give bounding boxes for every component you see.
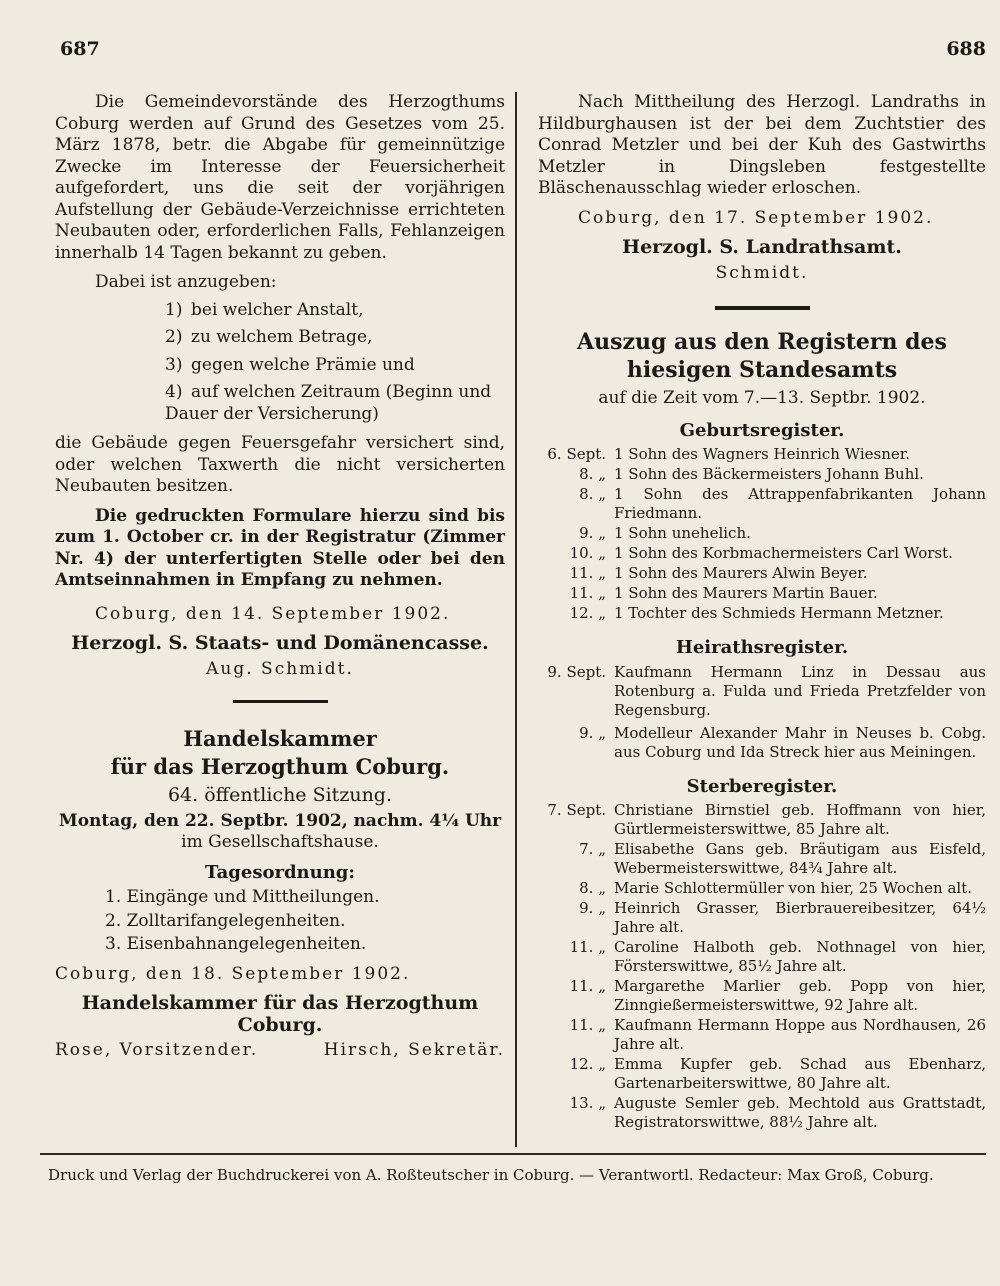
date-right: Coburg, den 17. September 1902.	[578, 207, 934, 228]
page-number-left: 687	[60, 38, 100, 60]
list-item: 8. „ 1 Sohn des Attrappenfabrikanten Johann Friedmann.	[579, 485, 986, 522]
notice-landrathsamt: Nach Mittheilung des Herzogl. Landraths in Hildburghausen ist der bei dem Zuchtstier des Conrad Metzler und bei der Kuh des Gastwirths Metzler in Dingsleben festgestellte Bläschenausschlag wieder erloschen.	[538, 92, 986, 198]
list-item: 11. „ Kaufmann Hermann Hoppe aus Nordhausen, 26 Jahre alt.	[569, 1016, 986, 1053]
list-item: 9. „ Heinrich Grasser, Bierbrauereibesitzer, 64½ Jahre alt.	[579, 899, 986, 936]
auszug-subtitle: auf die Zeit vom 7.—13. Septbr. 1902.	[598, 388, 926, 408]
signer-1: Aug. Schmidt.	[206, 658, 354, 679]
list-item: 11. „ 1 Sohn des Maurers Alwin Beyer.	[569, 564, 868, 582]
notice-gemeindevorstaende: Die Gemeindevorstände des Herzogthums Coburg werden auf Grund des Gesetzes vom 25. März 1878, betr. die Abgabe für gemeinnützige Zwecke im Interesse der Feuersicherheit aufgefordert, uns die seit der vorjährigen Aufstellung der Gebäude-Verzeichnisse errichteten Neubauten oder, erforderlichen Falls, Fehlanzeigen innerhalb 14 Tagen bekannt zu geben.	[55, 92, 505, 263]
date-2: Coburg, den 18. September 1902.	[55, 963, 411, 984]
geburtsregister-heading: Geburtsregister.	[679, 419, 845, 441]
list-item: 7. „ Elisabethe Gans geb. Bräutigam aus Eisfeld, Webermeisterswittwe, 84¾ Jahre alt.	[579, 840, 986, 877]
date-1: Coburg, den 14. September 1902.	[95, 603, 451, 624]
list-item: 9. Sept. Kaufmann Hermann Linz in Dessau aus Rotenburg a. Fulda und Frieda Pretzfelder von Regensburg.	[547, 662, 986, 719]
auszug-title: Auszug aus den Registern des hiesigen Standesamts	[577, 329, 947, 383]
list-item: 1. Eingänge und Mittheilungen.	[105, 887, 380, 907]
list-item: 12. „ Emma Kupfer geb. Schad aus Ebenharz, Gartenarbeiterswittwe, 80 Jahre alt.	[569, 1055, 986, 1092]
list-item: 12. „ 1 Tochter des Schmieds Hermann Metzner.	[569, 604, 944, 622]
list-item: 7. Sept. Christiane Birnstiel geb. Hoffmann von hier, Gürtlermeisterswittwe, 85 Jahre alt.	[547, 801, 986, 838]
list-item: 2) zu welchem Betrage,	[165, 327, 373, 347]
signatures	[55, 1040, 505, 1062]
geburtsregister-list	[538, 445, 986, 623]
requirements-list	[165, 300, 505, 426]
session-datetime: Montag, den 22. Septbr. 1902, nachm. 4¼ Uhr	[58, 810, 502, 831]
list-item: 2. Zolltarifangelegenheiten.	[105, 910, 346, 931]
page-number-right: 688	[946, 38, 986, 60]
right-column	[538, 92, 986, 1132]
left-column	[55, 92, 505, 1062]
divider	[233, 700, 328, 703]
list-item: 9. „ 1 Sohn unehelich.	[579, 524, 751, 542]
list-item: 6. Sept. 1 Sohn des Wagners Heinrich Wiesner.	[547, 445, 911, 463]
list-item: 8. „ Marie Schlottermüller von hier, 25 Wochen alt.	[579, 879, 972, 897]
handelskammer-subtitle: für das Herzogthum Coburg.	[110, 754, 450, 779]
imprint-footer: Druck und Verlag der Buchdruckerei von A. Roßteutscher in Coburg. — Verantwortl. Redacteur: Max Groß, Coburg.	[48, 1166, 934, 1184]
signer-right: Schmidt.	[715, 262, 809, 283]
divider	[715, 306, 810, 310]
tagesordnung-heading: Tagesordnung:	[204, 861, 356, 883]
footer-rule	[40, 1153, 986, 1155]
column-divider	[515, 92, 517, 1147]
agenda-list	[105, 887, 505, 956]
list-item: 13. „ Auguste Semler geb. Mechtold aus Grattstadt, Registratorswittwe, 88½ Jahre alt.	[569, 1094, 986, 1131]
list-item: 11. „ Caroline Halboth geb. Nothnagel von hier, Försterswittwe, 85½ Jahre alt.	[569, 938, 986, 975]
list-item: 10. „ 1 Sohn des Korbmachermeisters Carl Worst.	[569, 544, 953, 562]
sterberegister-list	[538, 801, 986, 1132]
session-title: 64. öffentliche Sitzung.	[167, 784, 393, 806]
signer-sekretaer: Hirsch, Sekretär.	[323, 1040, 505, 1060]
sterberegister-heading: Sterberegister.	[686, 775, 838, 797]
list-item: 8. „ 1 Sohn des Bäckermeisters Johann Buhl.	[579, 465, 924, 483]
heirathsregister-heading: Heirathsregister.	[675, 637, 849, 658]
authority-2: Handelskammer für das Herzogthum Coburg.	[81, 992, 479, 1036]
after-items-text: die Gebäude gegen Feuersgefahr versichert sind, oder welchen Taxwerth die nicht versicherten Neubauten besitzen.	[55, 433, 505, 496]
list-item: 11. „ 1 Sohn des Maurers Martin Bauer.	[569, 584, 878, 602]
list-item: 4) auf welchen Zeitraum (Beginn und Dauer der Versicherung)	[165, 382, 492, 424]
authority-1: Herzogl. S. Staats- und Domänencasse.	[71, 632, 489, 654]
formulare-notice: Die gedruckten Formulare hierzu sind bis zum 1. October cr. in der Registratur (Zimmer Nr. 4) der unterfertigten Stelle oder bei den Amtseinnahmen in Empfang zu nehmen.	[55, 505, 505, 590]
signer-vorsitzender: Rose, Vorsitzender.	[55, 1040, 259, 1060]
list-item: 3) gegen welche Prämie und	[165, 354, 415, 375]
list-item: 1) bei welcher Anstalt,	[165, 299, 364, 320]
list-item: 3. Eisenbahnangelegenheiten.	[105, 934, 367, 954]
authority-right: Herzogl. S. Landrathsamt.	[622, 236, 902, 258]
handelskammer-title: Handelskammer	[183, 726, 377, 751]
list-item: 11. „ Margarethe Marlier geb. Popp von hier, Zinngießermeisterswittwe, 92 Jahre alt.	[569, 977, 986, 1014]
dabei-label: Dabei ist anzugeben:	[95, 272, 277, 292]
session-place: im Gesellschaftshause.	[181, 832, 379, 852]
list-item: 9. „ Modelleur Alexander Mahr in Neuses b. Cobg. aus Coburg und Ida Streck hier aus Meiningen.	[579, 723, 986, 761]
heirathsregister-list	[538, 663, 986, 762]
